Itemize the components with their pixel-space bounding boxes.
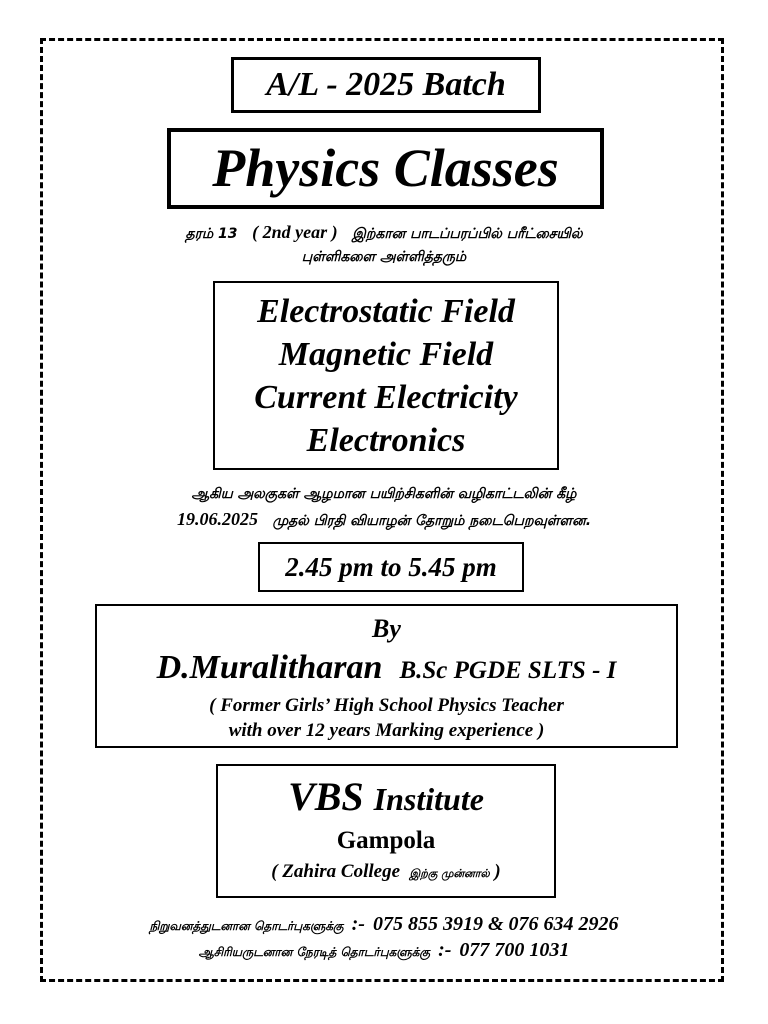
teacher-by-label: By [372,614,401,643]
batch-label: A/L - 2025 Batch [266,66,506,103]
grade-rest: இற்கான பாடப்பரப்பில் பரீட்சையில் [352,226,583,242]
topic-item: Magnetic Field [278,336,494,373]
contact-teacher-sep: :- [438,939,452,961]
institute-location-open: ( Zahira College [271,861,401,882]
teacher-note-line-1: ( Former Girls’ High School Physics Teacher [209,695,564,716]
start-date: 19.06.2025 [176,509,258,529]
institute-name-main: VBS [288,774,364,819]
teacher-box [95,604,678,748]
teacher-qualifications: B.Sc PGDE SLTS - I [399,657,617,684]
page-title: Physics Classes [212,138,559,198]
institute-name-rest: Institute [373,781,484,817]
units-line-2 [60,507,708,533]
contact-teacher [60,936,708,966]
teacher-name: D.Muralitharan [156,649,383,686]
teacher-note-line-2: with over 12 years Marking experience ) [228,720,545,741]
contact-institute-numbers: 075 855 3919 & 076 634 2926 [372,913,619,935]
institute-box [216,764,556,898]
contact-teacher-label: ஆசிரியருடனான நேரடித் தொடர்புகளுக்கு [198,945,431,959]
class-time: 2.45 pm to 5.45 pm [285,552,497,582]
grade-line2-text: புள்ளிகளை அள்ளித்தரும் [301,249,467,265]
topic-item: Current Electricity [254,379,518,416]
grade-line-2 [60,245,708,269]
units-line2-text: முதல் பிரதி வியாழன் தோறும் நடைபெறவுள்ளன. [272,513,592,529]
institute-location [218,858,554,888]
institute-name [218,772,554,824]
grade-prefix: தரம் 13 [185,226,238,242]
institute-town: Gampola [336,827,436,854]
topic-item: Electrostatic Field [257,293,515,330]
units-line1-text: ஆகிய அலகுகள் ஆழமான பயிற்சிகளின் வழிகாட்டலின் கீழ் [191,486,577,502]
contact-teacher-numbers: 077 700 1031 [459,939,570,961]
grade-line-1 [60,220,708,246]
units-line-1 [60,482,708,506]
topics-box [213,281,559,470]
title-box [167,128,604,209]
institute-location-tamil: இற்கு முன்னால் [409,867,490,880]
institute-location-close: ) [494,861,501,882]
time-box [258,542,524,592]
grade-year: ( 2nd year ) [252,222,338,242]
contact-institute-sep: :- [351,913,365,935]
contact-institute-label: நிறுவனத்துடனான தொடர்புகளுக்கு [149,919,344,933]
batch-box [231,57,541,113]
topic-item: Electronics [306,422,466,459]
teacher-name-line [97,646,676,693]
